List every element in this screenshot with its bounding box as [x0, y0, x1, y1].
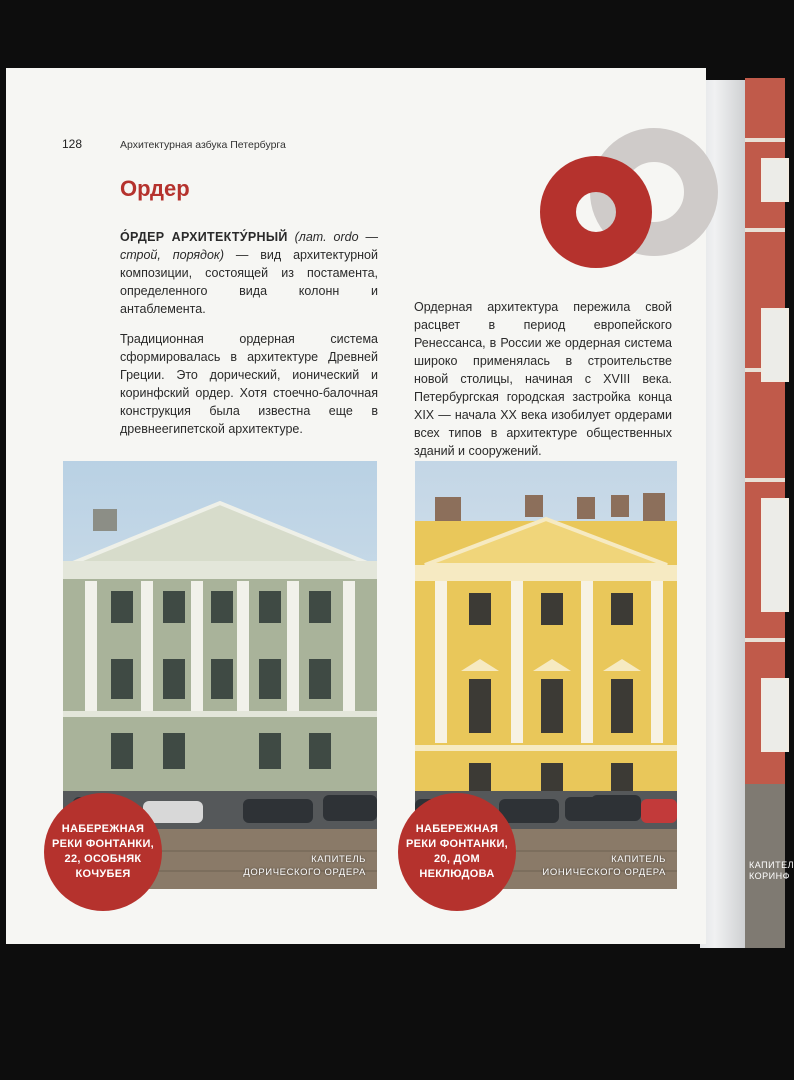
paragraph-left: Традиционная ордерная система сформировалась в архитектуре Древней Греции. Это дорический, ионический и коринфский ордер. Хотя стоечно-балочная конструкция была известна еще в древнеегипетской архитектуре. [120, 332, 378, 436]
caption-doric [206, 853, 366, 879]
running-title: Архитектурная азбука Петербурга [120, 139, 286, 151]
definition-paragraph [120, 228, 378, 318]
definition-body: — вид архитектурной композиции, состоящей из постамента, определенного вида колонн и антаблемента. [120, 248, 378, 316]
definition-etymology: (лат. ordo — строй, порядок) [120, 230, 379, 262]
section-title: Ордер [120, 176, 190, 201]
definition-term: О́РДЕР АРХИТЕКТУ́РНЫЙ [120, 230, 288, 244]
caption-ionic-line1: КАПИТЕЛЬ [611, 854, 666, 865]
caption-ionic [506, 853, 666, 879]
caption-doric-line2: ДОРИЧЕСКОГО ОРДЕРА [243, 867, 366, 878]
badge-neklyudov: НАБЕРЕЖНАЯ РЕКИ ФОНТАНКИ, 20, ДОМ НЕКЛЮДОВА [398, 793, 516, 911]
page-number: 128 [62, 137, 83, 151]
next-page-edge [745, 78, 794, 948]
caption-doric-line1: КАПИТЕЛЬ [311, 854, 366, 865]
book-page [6, 68, 706, 944]
paragraph-right: Ордерная архитектура пережила свой расцвет в период европейского Ренессанса, в России же ордерная система широко применялась в строительстве новой столицы, начиная с XVIII века. Петербургская городская застройка конца XIX — начала XX века изобилует ордерами всех типов в архитектуре общественных зданий и сооружений. [414, 300, 672, 458]
next-page-caption: КАПИТЕЛ КОРИНФ [749, 860, 794, 881]
caption-ionic-line2: ИОНИЧЕСКОГО ОРДЕРА [542, 867, 666, 878]
badge-kochubey: НАБЕРЕЖНАЯ РЕКИ ФОНТАНКИ, 22, ОСОБНЯК КОЧУБЕЯ [44, 793, 162, 911]
